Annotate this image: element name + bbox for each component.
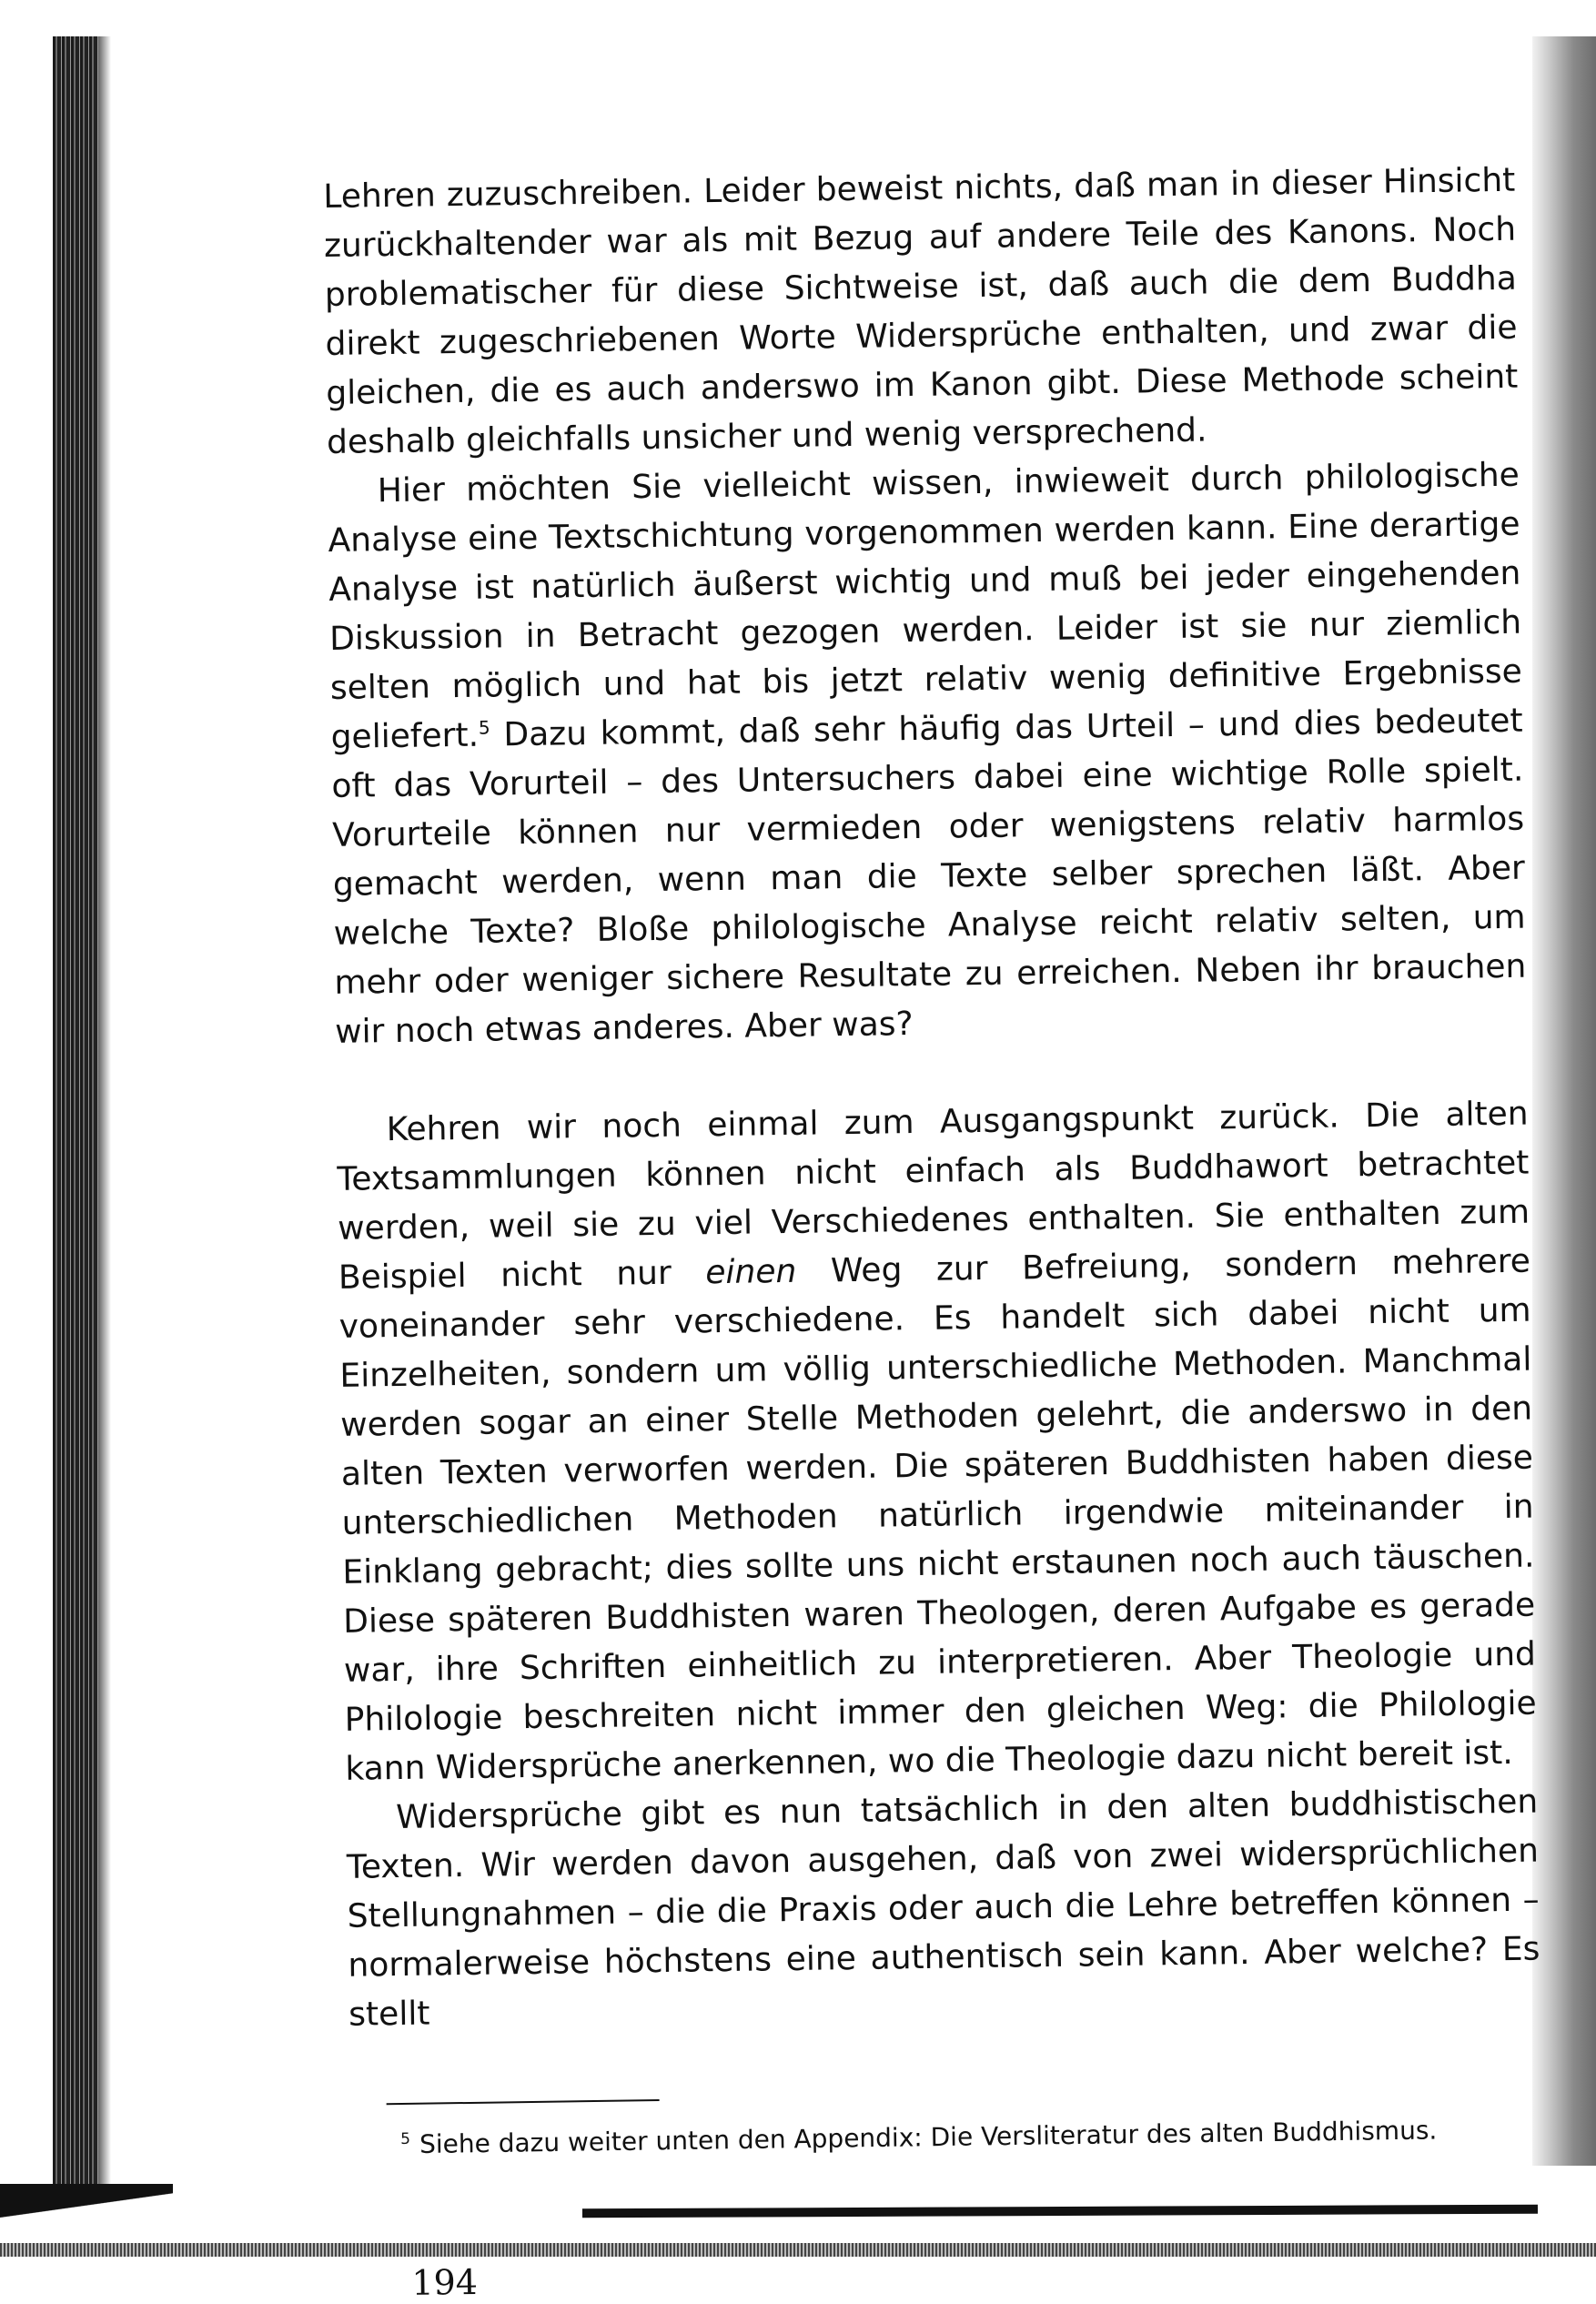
- scan-bottom-corner: [0, 2184, 173, 2220]
- footnote: [400, 2106, 1543, 2164]
- footnote-rule: [387, 2099, 660, 2105]
- paragraph-2-text-cont: Dazu kommt, daß sehr häufig das Urteil – und dies bedeutet oft das Vorurteil – des Untersuchers dabei eine wichtige Rolle spielt. Vorurteile können nur vermieden oder wenigstens relativ harmlos gemacht werden, wenn man die Texte selber sprechen läßt. Aber welche Texte? Bloße philologische Analyse reicht relativ selten, um mehr oder weniger sichere Resultate zu erreichen. Neben ihr brauchen wir noch etwas anderes. Aber was?: [331, 702, 1527, 1051]
- page-body: [323, 157, 1545, 2304]
- paragraph-3: [336, 1090, 1537, 1794]
- footnote-reference: 5: [478, 716, 490, 739]
- scan-left-edge: [53, 36, 98, 2202]
- paragraph-4: Widersprüche gibt es nun tatsächlich in den alten buddhistischen Texten. Wir werden davon ausgehen, daß von zwei widersprüchlichen Stellungnahmen – die die Praxis oder auch die Lehre betreffen können – normalerweise höchstens eine authentisch sein kann. Aber welche? Es stellt: [346, 1783, 1540, 2034]
- scan-right-edge: [1532, 36, 1596, 2166]
- footnote-text: Siehe dazu weiter unten den Appendix: Die Versliteratur des alten Buddhismus.: [419, 2115, 1438, 2160]
- paragraph-2: [328, 451, 1528, 1057]
- paragraph-2-text: Hier möchten Sie vielleicht wissen, inwieweit durch philologische Analyse eine Textschichtung vorgenommen werden kann. Eine derartige Analyse ist natürlich äußerst wichtig und muß bei jeder eingehenden Diskussion in Betracht gezogen werden. Leider ist sie nur ziemlich selten möglich und hat bis jetzt relativ wenig definitive Ergebnisse geliefert.: [328, 456, 1523, 756]
- page-number: 194: [411, 2262, 479, 2304]
- paragraph-3-text-cont: Weg zur Befreiung, sondern mehrere voneinander sehr verschiedene. Es handelt sich dabei nicht um Einzelheiten, sondern um völlig unterschiedliche Methoden. Manchmal werden sogar an einer Stelle Methoden gelehrt, die anderswo in den alten Texten verworfen werden. Die späteren Buddhisten haben diese unterschiedlichen Methoden natürlich irgendwie miteinander in Einklang gebracht; dies sollte uns nicht erstaunen noch auch täuschen. Diese späteren Buddhisten waren Theologen, deren Aufgabe es gerade war, ihre Schriften einheitlich zu interpretieren. Aber Theologie und Philologie beschreiten nicht immer den gleichen Weg: die Philologie kann Widersprüche anerkennen, wo die Theologie dazu nicht bereit ist.: [338, 1242, 1537, 1788]
- emphasis-text: einen: [705, 1252, 797, 1292]
- paragraph-1: Lehren zuzuschreiben. Leider beweist nichts, daß man in dieser Hinsicht zurückhaltender war als mit Bezug auf andere Teile des Kanons. Noch problematischer für diese Sichtweise ist, daß auch die dem Buddha direkt zugeschriebenen Worte Widersprüche enthalten, und zwar die gleichen, die es auch anderswo im Kanon gibt. Diese Methode scheint deshalb gleichfalls unsicher und wenig versprechend.: [323, 161, 1519, 461]
- footnote-number: 5: [400, 2129, 411, 2149]
- scan-left-shadow: [98, 36, 111, 2202]
- paragraph-3-text: Kehren wir noch einmal zum Ausgangspunkt zurück. Die alten Textsammlungen können nicht einfach als Buddhawort betrachtet werden, weil sie zu viel Verschiedenes enthalten. Sie enthalten zum Beispiel nicht nur: [337, 1095, 1530, 1297]
